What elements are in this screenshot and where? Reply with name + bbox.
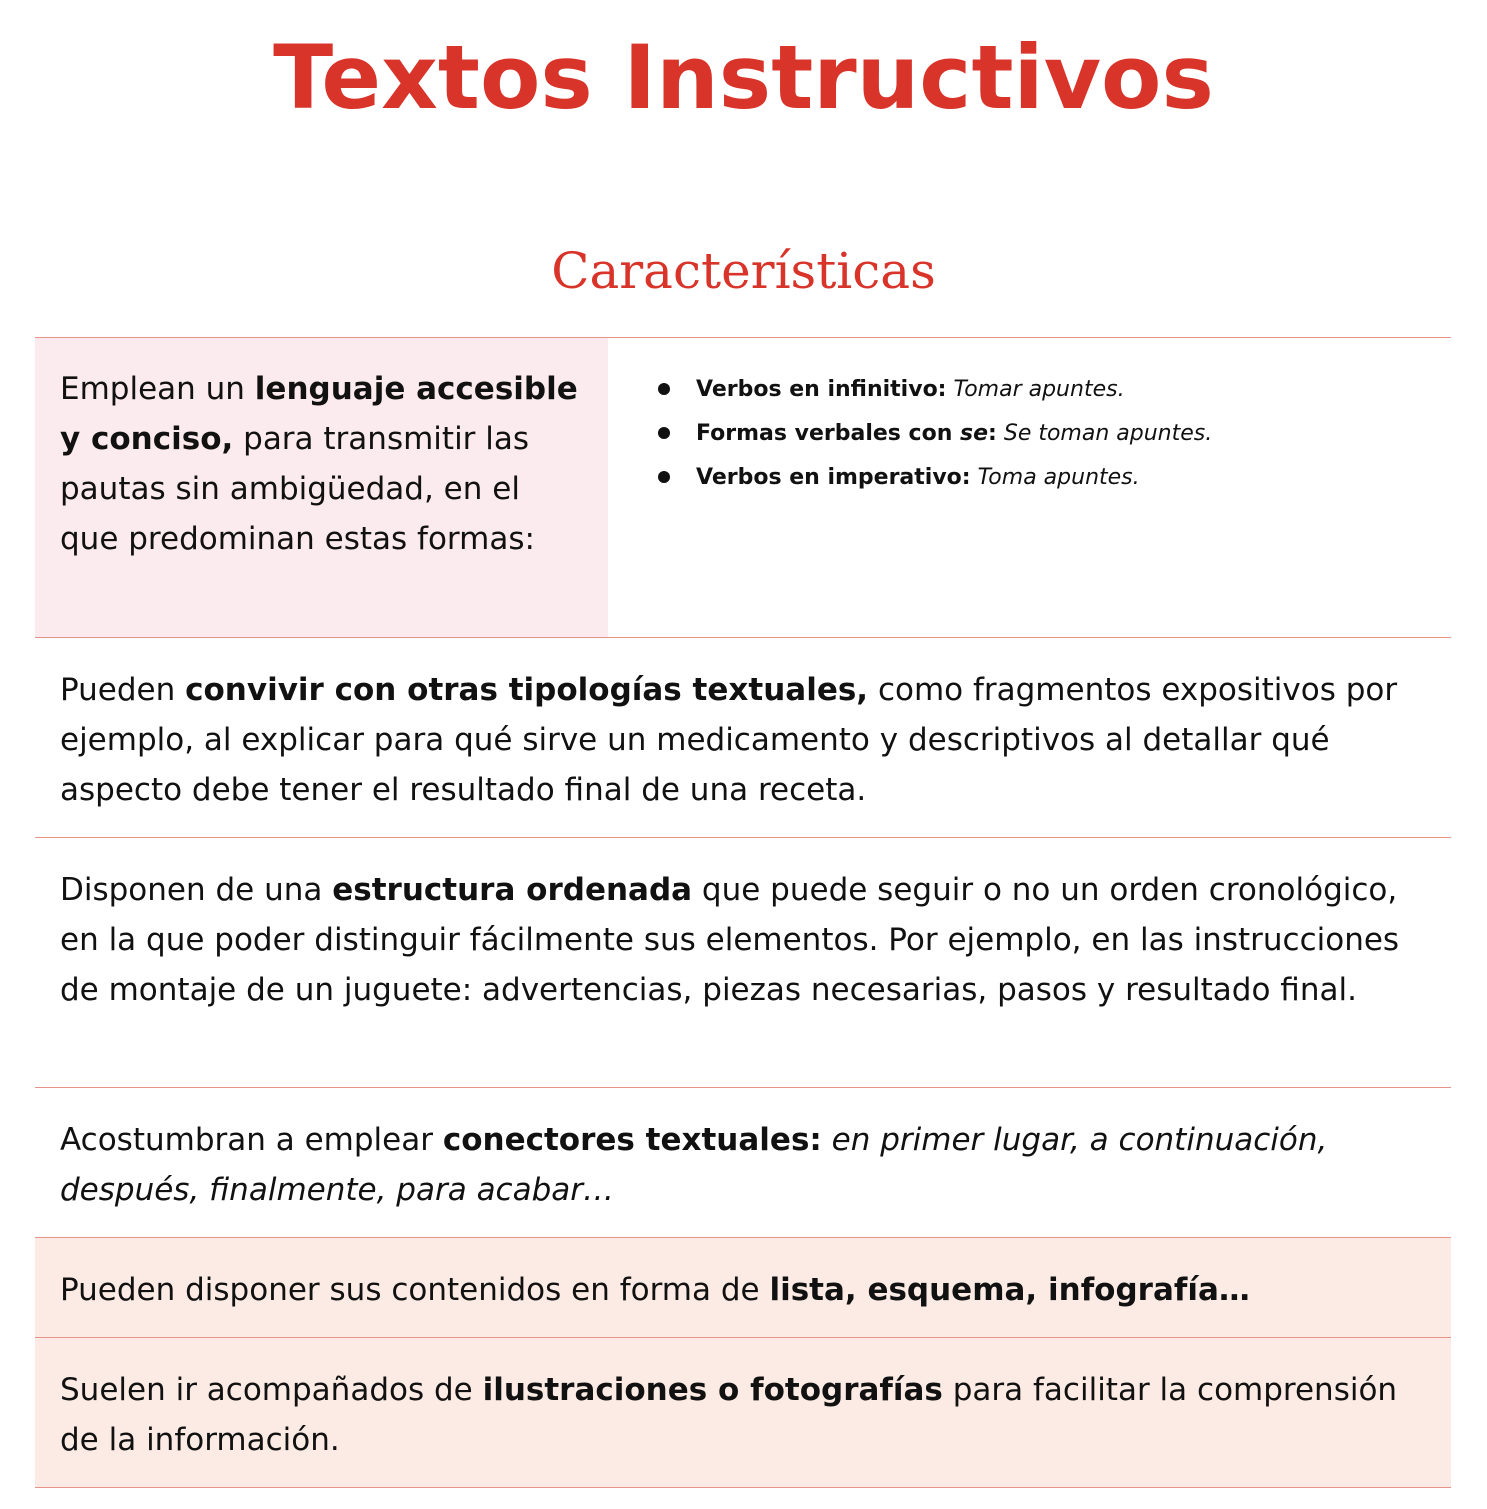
row-ilustraciones-text (60, 1365, 1426, 1465)
text-segment: Emplean un (60, 371, 255, 407)
text-segment: para facilitar la comprensión de la información. (60, 1372, 1398, 1458)
text-segment: Acostumbran a emplear (60, 1122, 443, 1158)
row-formatos (35, 1238, 1451, 1338)
row-conectores-text (60, 1115, 1426, 1215)
text-segment: Pueden disponer sus contenidos en forma de (60, 1272, 770, 1308)
bold-segment: Verbos en imperativo: (696, 465, 971, 490)
row-estructura-text (60, 865, 1426, 1015)
text-segment: Pueden (60, 672, 186, 708)
list-item (658, 456, 1451, 500)
bold-italic-segment: se (960, 421, 989, 446)
bullet-dot-icon (658, 471, 670, 483)
row-lenguaje-text (60, 364, 583, 564)
list-item (658, 412, 1451, 456)
italic-segment: en primer lugar, a continuación, después, finalmente, para acabar… (60, 1122, 1328, 1208)
characteristics-table (35, 337, 1451, 1488)
bold-segment: estructura ordenada (332, 872, 693, 908)
italic-segment: Se toman apuntes. (996, 421, 1213, 446)
row-formatos-text (60, 1265, 1426, 1315)
row-ilustraciones (35, 1338, 1451, 1488)
row-estructura (35, 838, 1451, 1088)
verb-forms-list (658, 368, 1451, 500)
bold-segment: : (988, 421, 997, 446)
row-lenguaje (35, 338, 1451, 638)
row-tipologias (35, 638, 1451, 838)
text-segment: para transmitir las pautas sin ambigüedad, en el que predominan estas formas: (60, 421, 535, 557)
bold-segment: Verbos en infinitivo: (696, 377, 947, 402)
text-segment: Disponen de una (60, 872, 333, 908)
bullet-dot-icon (658, 427, 670, 439)
page-title: Textos Instructivos (273, 26, 1214, 129)
text-segment: que puede seguir o no un orden cronológico, en la que poder distinguir fácilmente sus elementos. Por ejemplo, en las instrucciones de montaje de un juguete: advertencias, piezas necesarias, pasos y resultado final. (60, 872, 1400, 1008)
text-segment: como fragmentos expositivos por ejemplo, al explicar para qué sirve un medicamento y descriptivos al detallar qué aspecto debe tener el resultado final de una receta. (60, 672, 1398, 808)
list-item (658, 368, 1451, 412)
italic-segment: Tomar apuntes. (946, 377, 1125, 402)
row-tipologias-text (60, 665, 1426, 815)
bold-segment: convivir con otras tipologías textuales, (185, 672, 869, 708)
row-lenguaje-examples (608, 338, 1451, 637)
row-lenguaje-description (35, 338, 608, 637)
bold-segment: Formas verbales con (696, 421, 961, 446)
text-segment: Suelen ir acompañados de (60, 1372, 483, 1408)
bold-segment: lista, esquema, infografía… (769, 1272, 1250, 1308)
bold-segment: conectores textuales: (442, 1122, 822, 1158)
row-conectores (35, 1088, 1451, 1238)
bullet-dot-icon (658, 383, 670, 395)
section-subtitle: Características (551, 242, 936, 300)
bold-segment: ilustraciones o fotografías (482, 1372, 943, 1408)
italic-segment: Toma apuntes. (970, 465, 1140, 490)
bold-segment: lenguaje accesible y conciso, (60, 371, 578, 457)
